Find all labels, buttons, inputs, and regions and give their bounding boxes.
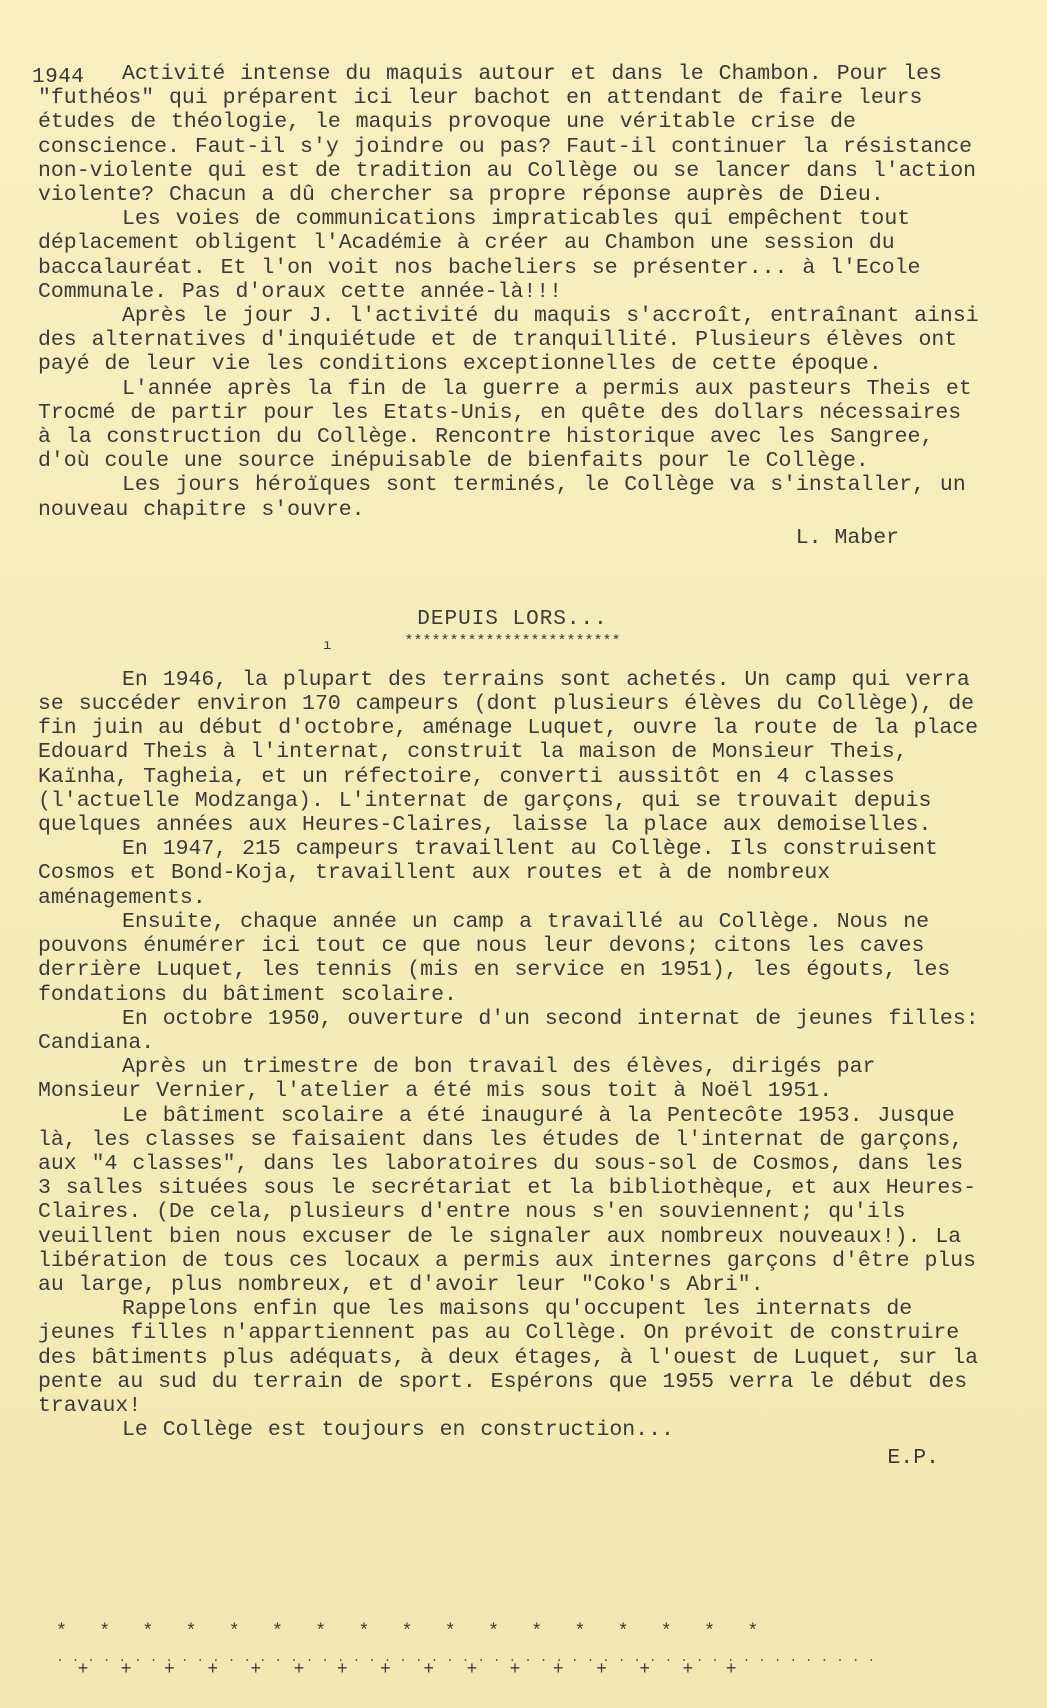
paragraph: Après le jour J. l'activité du maquis s'accroît, entraînant ainsi des alternatives d'inquiétude et de tranquillité. Plusieurs élèves ont payé de leur vie les conditions exceptionnelles de cette époque. xyxy=(38,304,979,377)
paragraph: Rappelons enfin que les maisons qu'occupent les internats de jeunes filles n'appartiennent pas au Collège. On prévoit de construire des bâtiments plus adéquats, à deux étages, à l'ouest de Luquet, sur la pente au sud du terrain de sport. Espérons que 1955 verra le début des travaux! xyxy=(38,1297,979,1418)
paragraph: L'année après la fin de la guerre a permis aux pasteurs Theis et Trocmé de partir pour les Etats-Unis, en quête des dollars nécessaires à la construction du Collège. Rencontre historique avec les Sangree, d'où coule une source inépuisable de bienfaits pour le Collège. xyxy=(38,376,972,474)
paragraph: Après un trimestre de bon travail des élèves, dirigés par Monsieur Vernier, l'atelier a été mis sous toit à Noël 1951. xyxy=(38,1055,876,1104)
section-1944 xyxy=(38,62,987,522)
paragraph: Le Collège est toujours en construction... xyxy=(122,1418,674,1443)
paragraph: Les voies de communications impraticables qui empêchent tout déplacement obligent l'Académie à créer au Chambon une session du baccalauréat. Et l'on voit nos bacheliers se présenter... à l'Ecole Communale. Pas d'oraux cette année-là!!! xyxy=(38,207,921,304)
paragraph: Ensuite, chaque année un camp a travaillé au Collège. Nous ne pouvons énumérer ici tout ce que nous leur devons; citons les caves derrière Luquet, les tennis (mis en service en 1951), les égouts, les fondations du bâtiment scolaire. xyxy=(38,909,951,1007)
paragraph: Les jours héroïques sont terminés, le Collège va s'installer, un nouveau chapitre s'ouvre. xyxy=(38,473,966,522)
heading-underline-stars: ************************ xyxy=(404,632,621,650)
paragraph: Le bâtiment scolaire a été inauguré à la Pentecôte 1953. Jusque là, les classes se faisaient dans les études de l'internat de garçons, aux "4 classes", dans les laboratoires du sous-sol de Cosmos, dans les 3 salles situées sous le secrétariat et la bibliothèque, et aux Heures-Claires. (De cela, plusieurs d'entre nous s'en souviennent; qu'ils veuillent bien nous excuser de le signaler aux nombreux nouveaux!). La libération de tous ces locaux a permis aux internes garçons d'être plus au large, plus nombreux, et d'avoir leur "Coko's Abri". xyxy=(38,1103,977,1297)
year-label: 1944 xyxy=(32,66,85,89)
section-depuis-lors xyxy=(38,668,987,1443)
stray-mark: ı xyxy=(323,638,332,654)
paragraph: Activité intense du maquis autour et dans le Chambon. Pour les "futhéos" qui préparent ici leur bachot en attendant de faire leurs études de théologie, le maquis provoque une véritable crise de conscience. Faut-il s'y joindre ou pas? Faut-il continuer la résistance non-violente qui est de tradition au Collège ou se lancer dans l'action violente? Chacun a dû chercher sa propre réponse auprès de Dieu. xyxy=(38,62,977,208)
decorative-border-plus: + + + + + + + + + + + + + + + + xyxy=(56,1660,737,1680)
signature-maber: L. Maber xyxy=(795,525,899,550)
paragraph: En 1947, 215 campeurs travaillent au Collège. Ils construisent Cosmos et Bond-Koja, travaillent aux routes et à de nombreux aménagements. xyxy=(38,837,938,910)
paragraph: En octobre 1950, ouverture d'un second internat de jeunes filles: Candiana. xyxy=(38,1006,979,1055)
section-heading: DEPUIS LORS... xyxy=(417,607,608,631)
signature-ep: E.P. xyxy=(887,1446,939,1471)
decorative-border-dots: . . . . . . . . . . . . . . . . . . . . . . . . . . . . . . . . . . . . . . . . . . . . . . . . . . . . . xyxy=(56,1650,876,1665)
paragraph: En 1946, la plupart des terrains sont achetés. Un camp qui verra se succéder environ 170 campeurs (dont plusieurs élèves du Collège), de fin juin au début d'octobre, aménage Luquet, ouvre la route de la place Edouard Theis à l'internat, construit la maison de Monsieur Theis, Kaïnha, Tagheia, et un réfectoire, converti aussitôt en 4 classes (l'actuelle Modzanga). L'internat de garçons, qui se trouvait depuis quelques années aux Heures-Claires, laisse la place aux demoiselles. xyxy=(38,667,979,838)
decorative-border-stars: * * * * * * * * * * * * * * * * * xyxy=(56,1622,759,1642)
